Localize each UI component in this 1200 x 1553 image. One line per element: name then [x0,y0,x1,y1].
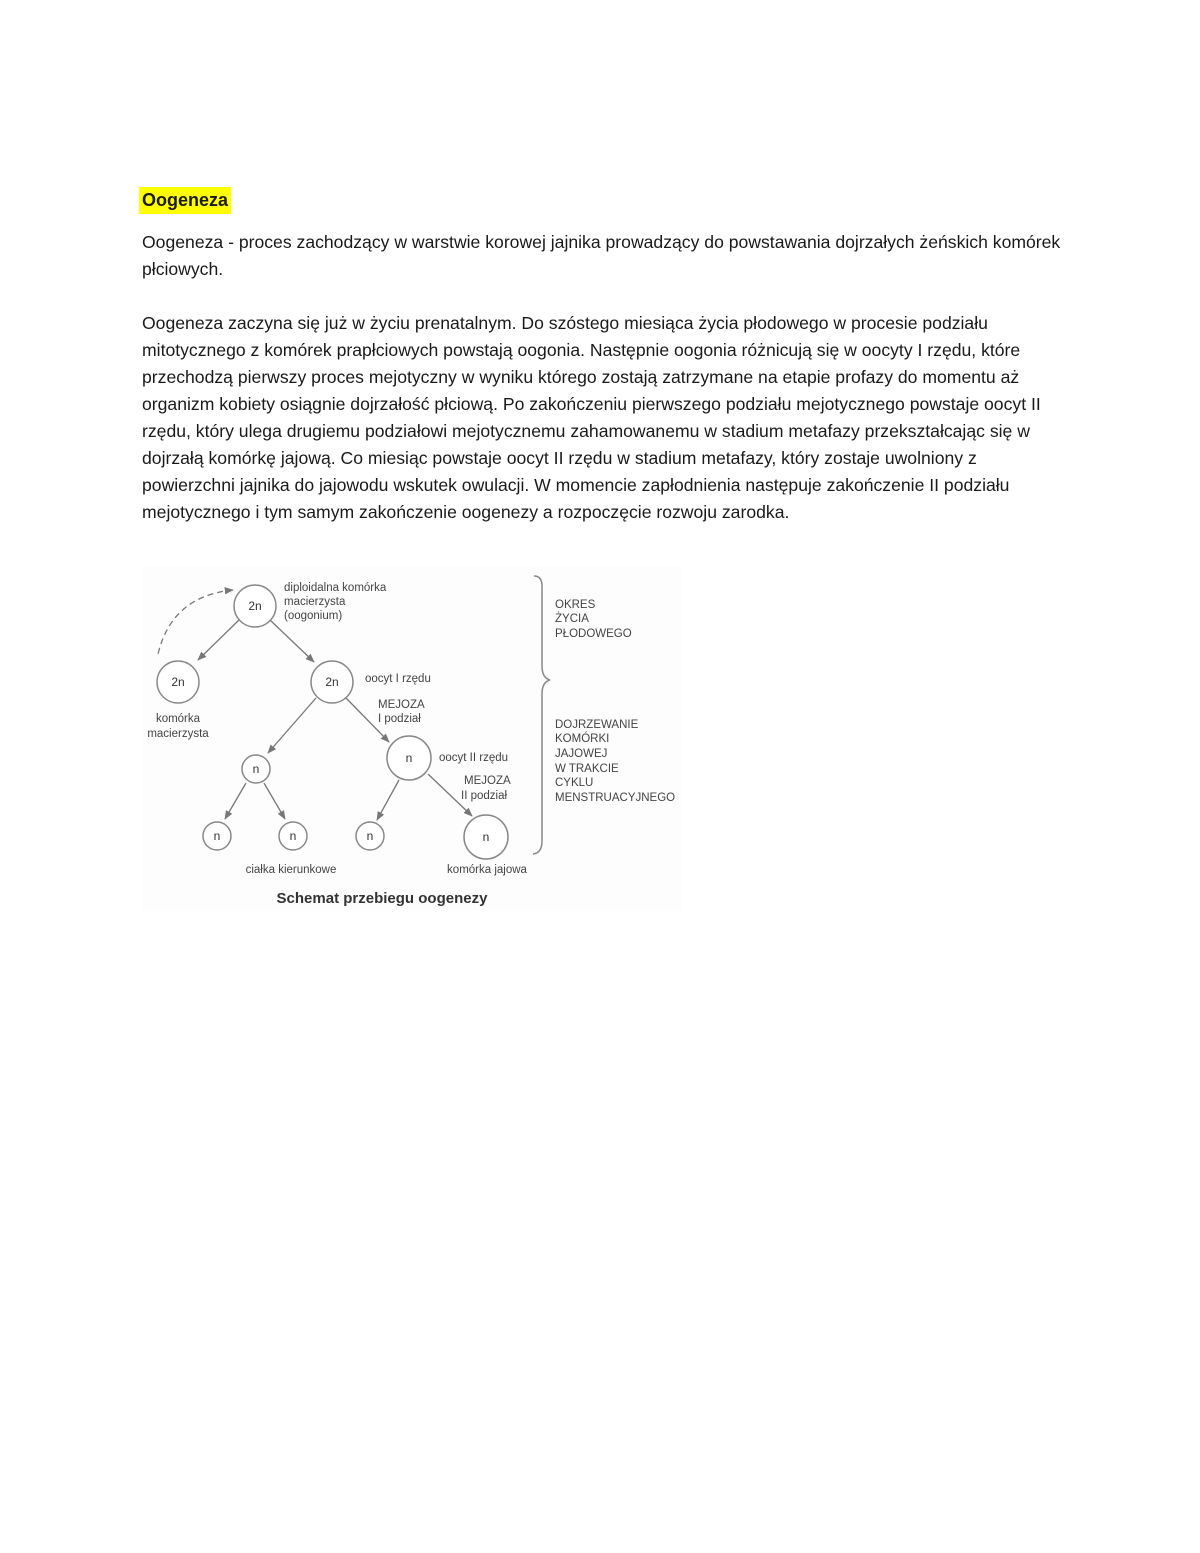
svg-text:2n: 2n [248,599,262,613]
cell-polar-body-1 [242,755,270,783]
cell-polar-body-a [203,822,231,850]
oogenesis-diagram [142,566,682,911]
label-root-line1: diploidalna komórka [284,582,387,594]
page-title: Oogeneza [139,187,231,214]
cell-oocyte-2 [387,736,431,780]
label-polar-bodies: ciałka kierunkowe [245,864,337,876]
label-stem-line2: macierzysta [147,728,209,740]
diagram-svg [142,566,682,911]
svg-text:2n: 2n [171,675,185,689]
svg-text:JAJOWEJ: JAJOWEJ [555,748,608,760]
svg-text:OKRES: OKRES [555,599,596,611]
svg-text:2n: 2n [325,675,339,689]
cell-egg [464,815,508,859]
cell-root-oogonium [234,585,276,627]
svg-text:n: n [213,829,221,843]
label-oocyte1: oocyt I rzędu [365,673,431,685]
svg-text:n: n [289,829,297,843]
definition-paragraph: Oogeneza - proces zachodzący w warstwie korowej jajnika prowadzący do powstawania dojrzałych żeńskich komórek płciowych. [142,232,1061,279]
svg-text:ŻYCIA: ŻYCIA [555,613,589,625]
svg-text:KOMÓRKI: KOMÓRKI [555,733,610,745]
svg-text:n: n [405,751,413,765]
svg-text:n: n [252,762,260,776]
diagram-caption: Schemat przebiegu oogenezy [276,890,488,907]
cell-polar-body-c [356,822,384,850]
label-egg-cell: komórka jajowa [447,864,527,876]
cell-oocyte-1 [311,661,353,703]
svg-text:DOJRZEWANIE: DOJRZEWANIE [555,719,639,731]
label-root-line3: (oogonium) [284,610,343,622]
svg-text:n: n [482,830,490,844]
cell-polar-body-b [279,822,307,850]
label-meiosis1-line2: I podział [378,713,421,725]
label-oocyte2: oocyt II rzędu [439,752,509,764]
svg-text:MENSTRUACYJNEGO: MENSTRUACYJNEGO [555,792,676,804]
svg-text:n: n [366,829,374,843]
label-meiosis2-line2: II podział [461,790,508,802]
svg-text:CYKLU: CYKLU [555,777,594,789]
label-stem-line1: komórka [155,713,201,725]
label-meiosis2-line1: MEJOZA [464,775,511,787]
svg-text:W TRAKCIE: W TRAKCIE [555,763,619,775]
label-root-line2: macierzysta [284,596,346,608]
svg-text:PŁODOWEGO: PŁODOWEGO [555,628,632,640]
label-meiosis1-line1: MEJOZA [378,699,425,711]
cell-stem [157,661,199,703]
description-paragraph: Oogeneza zaczyna się już w życiu prenatalnym. Do szóstego miesiąca życia płodowego w procesie podziału mitotycznego z komórek prapłciowych powstają oogonia. Następnie oogonia różnicują się w oocyty I rzędu, które przechodzą pierwszy proces mejotyczny w wyniku którego zostają zatrzymane na etapie profazy do momentu aż organizm kobiety osiągnie dojrzałość płciową. Po zakończeniu pierwszego podziału mejotycznego powstaje oocyt II rzędu, który ulega drugiemu podziałowi mejotycznemu zahamowanemu w stadium metafazy przekształcając się w dojrzałą komórkę jajową. Co miesiąc powstaje oocyt II rzędu w stadium metafazy, który zostaje uwolniony z powierzchni jajnika do jajowodu wskutek owulacji. W momencie zapłodnienia następuje zakończenie II podziału mejotycznego i tym samym zakończenie oogenezy a rozpoczęcie rozwoju zarodka. [142,313,1041,522]
